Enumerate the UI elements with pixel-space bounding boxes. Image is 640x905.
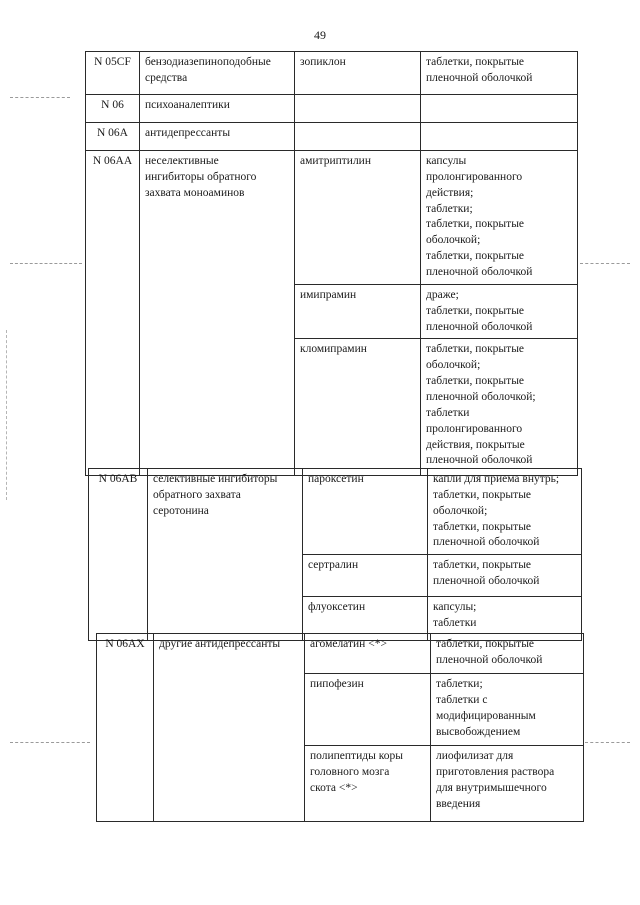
group-name-cell: психоаналептики xyxy=(140,95,295,123)
dosage-form-cell: таблетки, покрытые пленочной оболочкой xyxy=(421,52,578,95)
drug-name-cell: сертралин xyxy=(303,555,428,597)
atc-code-cell: N 06A xyxy=(86,123,140,151)
scan-edge-line xyxy=(6,330,7,500)
dosage-form-cell xyxy=(421,95,578,123)
group-name-cell: антидепрессанты xyxy=(140,123,295,151)
drug-table-block-2 xyxy=(88,468,582,641)
scan-fold-line xyxy=(10,263,82,264)
scan-fold-line xyxy=(585,742,630,743)
drug-name-cell: кломипрамин xyxy=(295,339,421,476)
table-row xyxy=(86,123,578,151)
drug-name-cell: пароксетин xyxy=(303,469,428,555)
drug-name-cell: полипептиды коры головного мозга скота <*> xyxy=(305,746,431,822)
drug-name-cell: агомелатин <*> xyxy=(305,634,431,674)
drug-table-block-3 xyxy=(96,633,584,822)
dosage-form-cell: таблетки; таблетки с модифицированным высвобождением xyxy=(431,674,584,746)
drug-name-cell: амитриптилин xyxy=(295,151,421,285)
table-row xyxy=(86,95,578,123)
atc-code-cell: N 06AX xyxy=(97,634,154,822)
drug-table-block-1 xyxy=(85,51,578,476)
group-name-cell: другие антидепрессанты xyxy=(154,634,305,822)
dosage-form-cell: таблетки, покрытые пленочной оболочкой xyxy=(428,555,582,597)
group-name-cell: неселективные ингибиторы обратного захвата моноаминов xyxy=(140,151,295,476)
group-name-cell: селективные ингибиторы обратного захвата серотонина xyxy=(148,469,303,641)
table-row xyxy=(86,52,578,95)
table-row xyxy=(86,151,578,285)
dosage-form-cell: драже; таблетки, покрытые пленочной оболочкой xyxy=(421,284,578,339)
dosage-form-cell: капсулы пролонгированного действия; таблетки; таблетки, покрытые оболочкой; таблетки, покрытые пленочной оболочкой xyxy=(421,151,578,285)
dosage-form-cell: капсулы; таблетки xyxy=(428,597,582,641)
drug-name-cell: флуоксетин xyxy=(303,597,428,641)
group-name-cell: бензодиазепиноподобные средства xyxy=(140,52,295,95)
drug-name-cell xyxy=(295,123,421,151)
dosage-form-cell: таблетки, покрытые оболочкой; таблетки, покрытые пленочной оболочкой; таблетки пролонгированного действия, покрытые пленочной оболочкой xyxy=(421,339,578,476)
atc-code-cell: N 06AA xyxy=(86,151,140,476)
dosage-form-cell: лиофилизат для приготовления раствора для внутримышечного введения xyxy=(431,746,584,822)
scan-fold-line xyxy=(10,742,90,743)
atc-code-cell: N 06AB xyxy=(89,469,148,641)
atc-code-cell: N 06 xyxy=(86,95,140,123)
drug-name-cell: имипрамин xyxy=(295,284,421,339)
drug-name-cell xyxy=(295,95,421,123)
drug-name-cell: зопиклон xyxy=(295,52,421,95)
dosage-form-cell: таблетки, покрытые пленочной оболочкой xyxy=(431,634,584,674)
dosage-form-cell xyxy=(421,123,578,151)
table-row xyxy=(89,469,582,555)
page-number: 49 xyxy=(314,28,326,42)
atc-code-cell: N 05CF xyxy=(86,52,140,95)
drug-name-cell: пипофезин xyxy=(305,674,431,746)
table-row xyxy=(97,634,584,674)
dosage-form-cell: капли для приема внутрь; таблетки, покрытые оболочкой; таблетки, покрытые пленочной оболочкой xyxy=(428,469,582,555)
scan-fold-line xyxy=(580,263,630,264)
scan-fold-line xyxy=(10,97,70,98)
